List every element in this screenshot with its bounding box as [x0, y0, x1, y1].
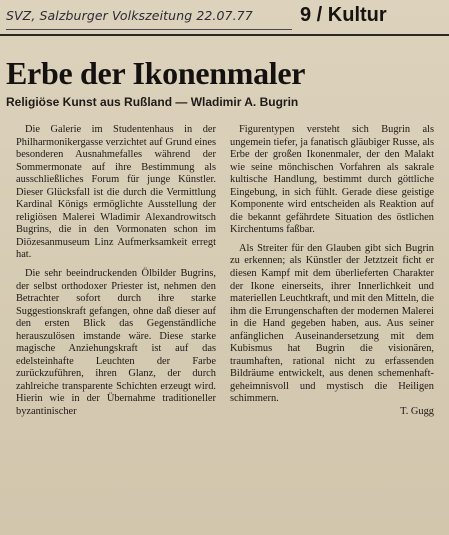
header-rule: [0, 34, 449, 36]
article-column-right: [230, 124, 434, 419]
handwritten-source-text: SVZ, Salzburger Volkszeitung 22.07.77: [6, 8, 253, 23]
page-section-header: 9 / Kultur: [300, 4, 387, 26]
handwritten-source-note: [6, 8, 306, 23]
article-paragraph: Die sehr beeindruckenden Ölbilder Bugrins, der selbst orthodoxer Priester ist, nehmen den Betrachter sofort durch ihre starke Suggestionskraft gefangen, ohne daß dieser auf den ersten Blick das Gegenständliche herauszulösen imstande wäre. Diese starke magische Anziehungskraft ist auf das edelsteinhafte Leuchten der Farbe zurückzuführen, ihren Glanz, der durch zahlreiche transparente Schichten erzeugt wird. Hierin wie in der Übernahme traditioneller byzantinischer: [16, 268, 216, 418]
handwritten-underline: [6, 29, 292, 30]
article-column-left: [16, 124, 216, 419]
article-paragraph: Als Streiter für den Glauben gibt sich Bugrin zu erkennen; als Künstler der Jetztzeit ficht er diesen Kampf mit dem überlieferten Charakter der Ikone einerseits, ihrer Innerlichkeit und materiellen Leuchtkraft, und mit den Mitteln, die ihm die Errungenschaften der modernen Malerei in die Hand gegeben haben, aus. Aus seiner anfänglichen Auseinandersetzung mit dem Kubismus hat Bugrin die visionären, traumhaften, rational nicht zu erfassenden Bildräume entwickelt, aus denen schemenhaft-geheimnisvoll und mystisch die Heiligen schimmern.: [230, 242, 434, 405]
article-subheadline: Religiöse Kunst aus Rußland — Wladimir A. Bugrin: [6, 95, 299, 109]
article-author: T. Gugg: [400, 406, 434, 418]
article-paragraph: Die Galerie im Studentenhaus in der Philharmonikergasse verzichtet auf Grund eines besonderen Ausnahmefalles während der Sommermonate auf ihre Bestimmung als ausschließliches Forum für junge Künstler. Dieser Glücksfall ist die durch die Vermittlung Kardinal Königs ermöglichte Ausstellung der religiösen Malerei Wladimir Alexandrowitsch Bugrins, die in den Vormonaten schon im Diözesanmuseum Linz Aufmerksamkeit erregt hat.: [16, 124, 216, 261]
article-paragraph: Figurentypen versteht sich Bugrin als ungemein tiefer, ja fanatisch gläubiger Russe, als Erbe der großen Ikonenmaler, der den Malakt wie seine mönchischen Vorfahren als sakrale kultische Handlung, bestimmt durch göttliche Eingebung, in sich fühlt. Gerade diese geistige Komponente wird entscheiden als Reaktion auf die bekannt gefährdete Situation des östlichen Kirchentums faßbar.: [230, 124, 434, 236]
article-headline: Erbe der Ikonenmaler: [6, 55, 306, 91]
